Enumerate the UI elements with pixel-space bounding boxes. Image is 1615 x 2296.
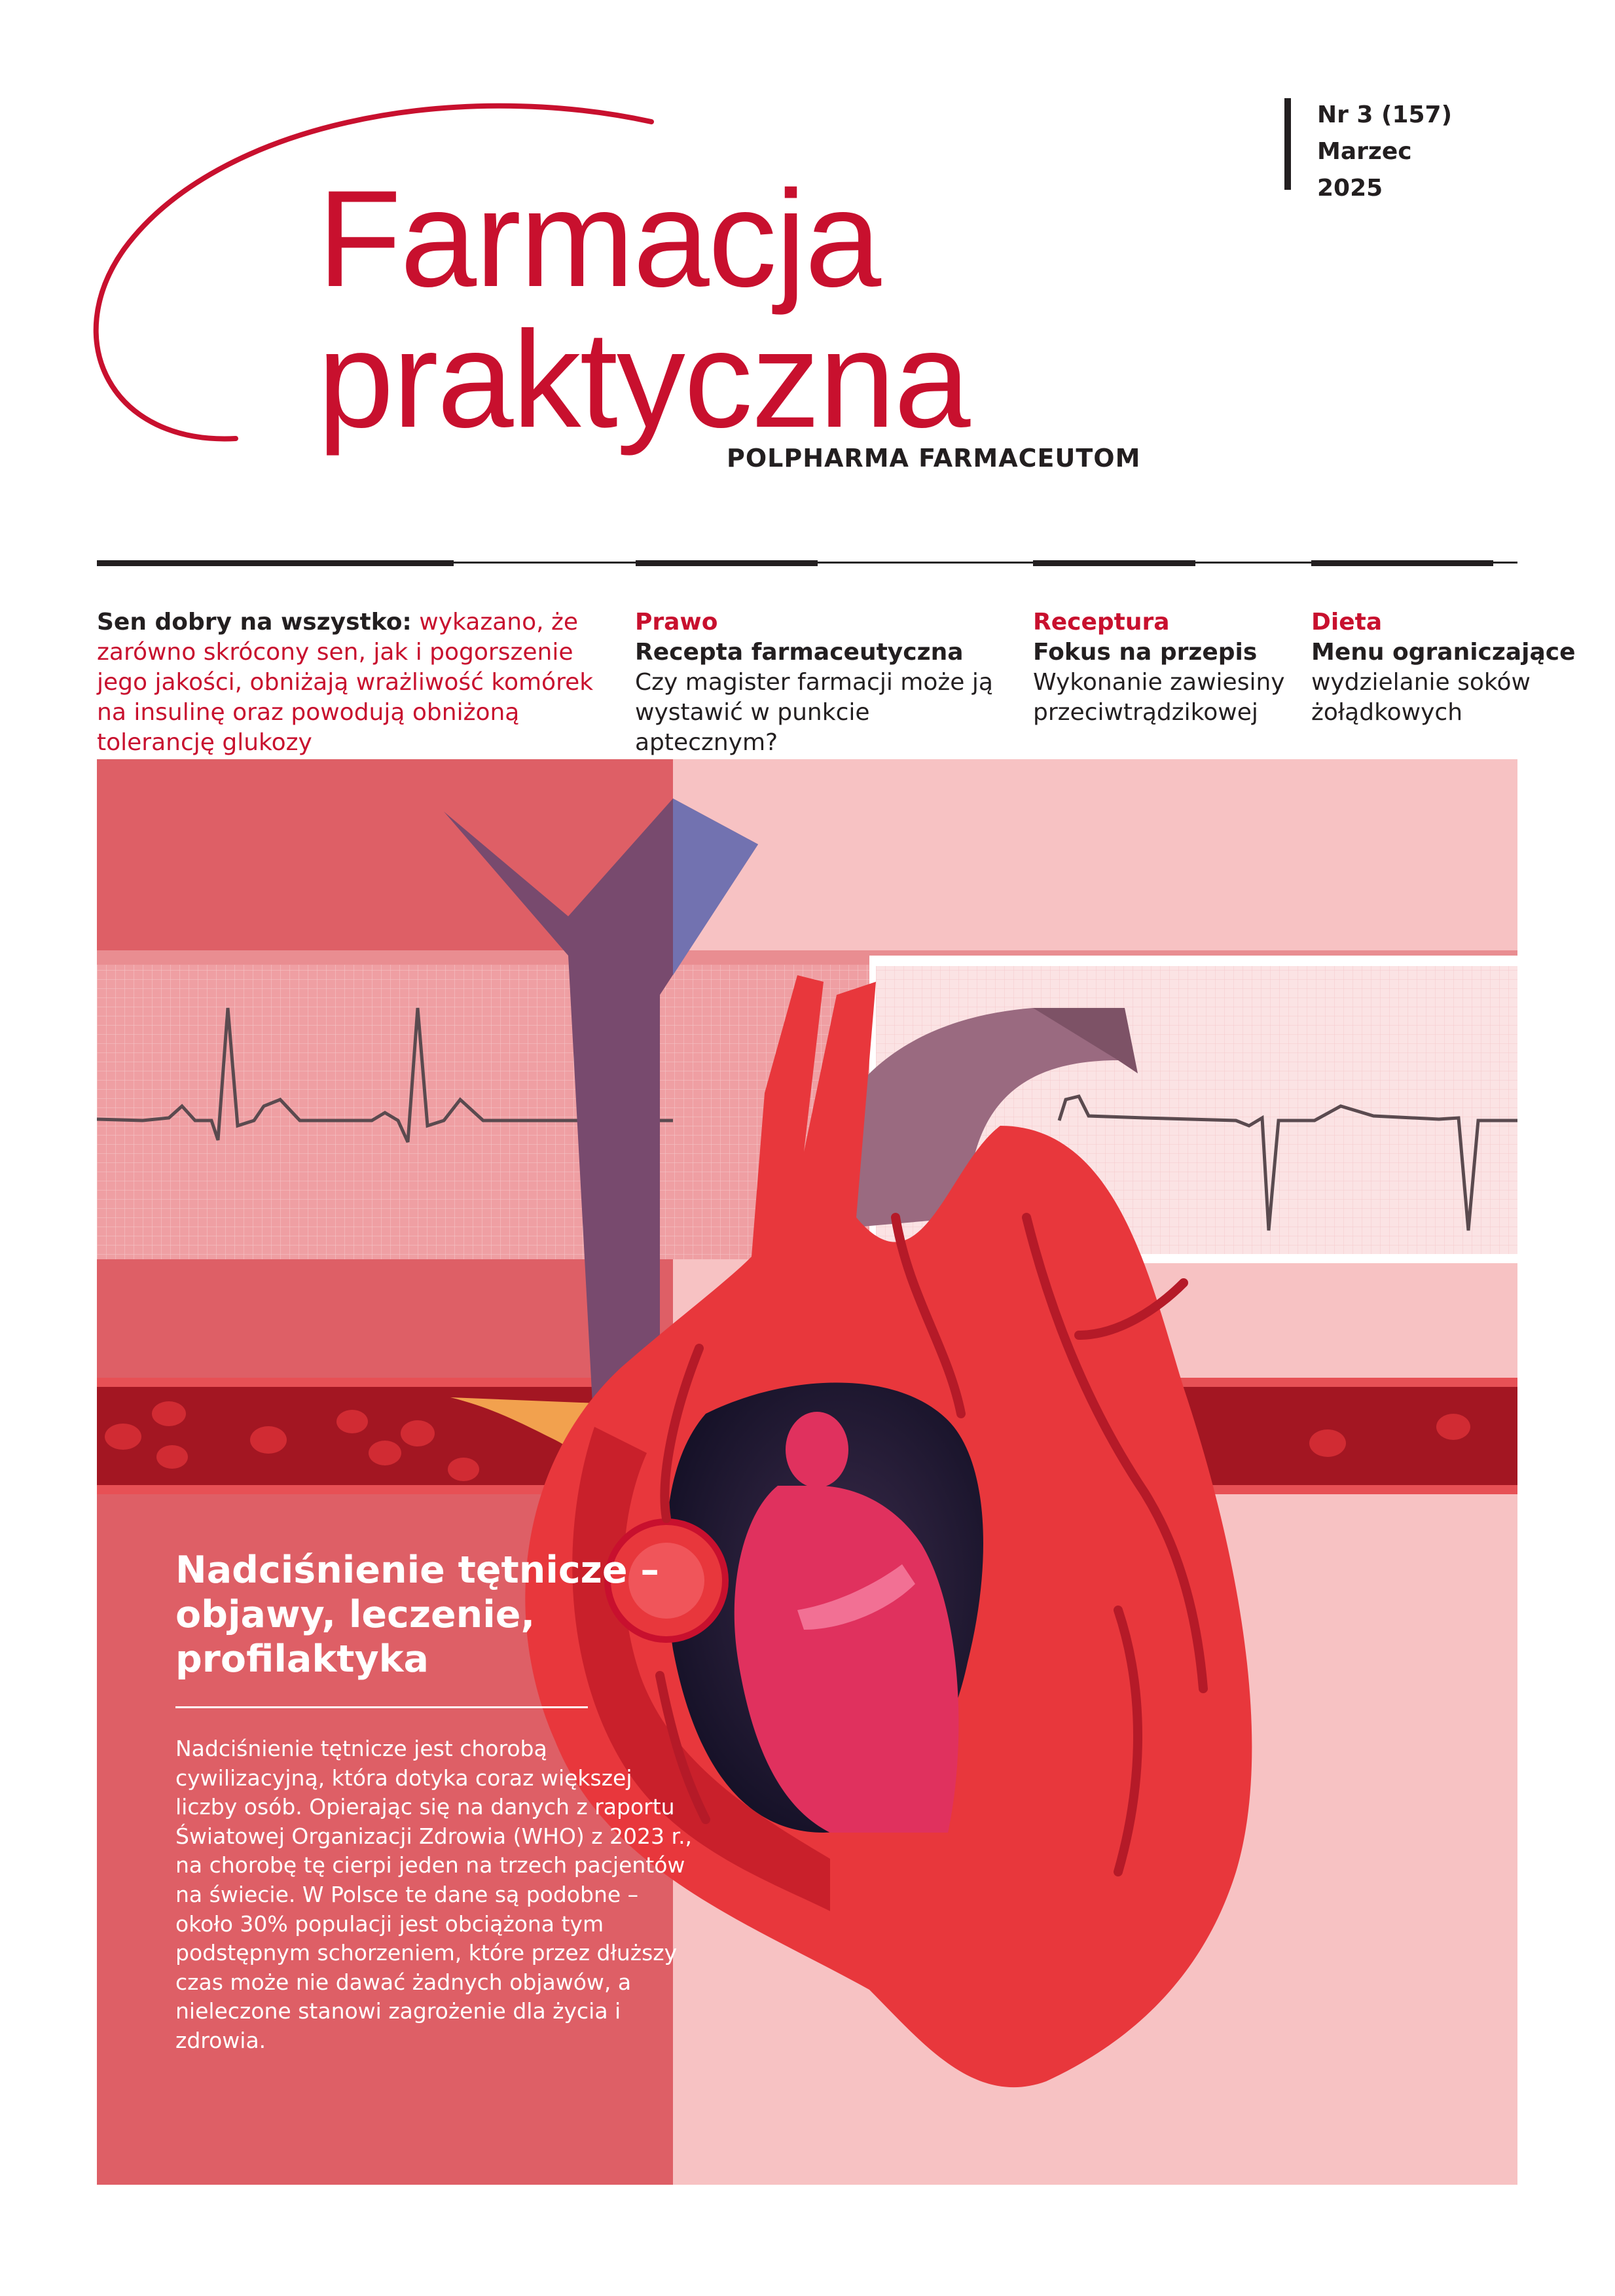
column-rule-1-thin xyxy=(454,562,636,564)
teaser-headline: Menu ograniczające xyxy=(1311,639,1576,666)
magazine-title-line-2: praktyczna xyxy=(318,302,970,456)
teaser-headline: Recepta farmaceutyczna xyxy=(635,639,964,666)
column-rule-4 xyxy=(1311,560,1493,566)
teaser-lead: Sen dobry na wszystko: xyxy=(97,609,412,636)
column-rule-2 xyxy=(636,560,818,566)
feature-divider xyxy=(175,1706,588,1708)
teaser-category: Prawo xyxy=(635,609,718,636)
teaser-compounding[interactable] xyxy=(1033,607,1308,728)
teaser-subtitle: Czy magister farmacji może ją wystawić w punkcie aptecznym? xyxy=(635,669,993,756)
issue-accent-bar xyxy=(1284,98,1291,190)
column-rule-2-thin xyxy=(818,562,1033,564)
feature-article[interactable] xyxy=(175,1548,693,2056)
issue-year: 2025 xyxy=(1317,175,1383,202)
column-rule-3 xyxy=(1033,560,1195,566)
teaser-subtitle: wydzielanie soków żołądkowych xyxy=(1311,669,1531,726)
cover-feature xyxy=(97,759,1517,2185)
feature-body: Nadciśnienie tętnicze jest chorobą cywilizacyjną, która dotyka coraz większej liczby osób. Opierając się na danych z raportu Światowej Organizacji Zdrowia (WHO) z 2023 r., na chorobę tę cierpi jeden na trzech pacjentów na świecie. W Polsce te dane są podobne – około 30% populacji jest obciążona tym podstępnym schorzeniem, które przez dłuższy czas może nie dawać żadnych objawów, a nieleczone stanowi zagrożenie dla życia i zdrowia. xyxy=(175,1736,693,2053)
teaser-headline: Fokus na przepis xyxy=(1033,639,1258,666)
column-rule-3-thin xyxy=(1195,562,1311,564)
issue-number: Nr 3 (157) xyxy=(1317,101,1453,128)
teaser-sleep[interactable] xyxy=(97,607,621,758)
teaser-text: wykazano, że zarówno skrócony sen, jak i pogorszenie jego jakości, obniżają wrażliwość komórek na insulinę oraz powodują obniżoną tolerancję glukozy xyxy=(97,609,594,756)
teaser-subtitle: Wykonanie zawiesiny przeciwtrądzikowej xyxy=(1033,669,1285,726)
issue-month: Marzec xyxy=(1317,138,1412,165)
feature-title: Nadciśnienie tętnicze – objawy, leczenie, profilaktyka xyxy=(175,1549,659,1681)
teaser-category: Receptura xyxy=(1033,609,1170,636)
column-rule-1 xyxy=(97,560,454,566)
teaser-category: Dieta xyxy=(1311,609,1383,636)
column-rule-4-thin xyxy=(1493,562,1517,564)
teaser-diet[interactable] xyxy=(1311,607,1612,728)
publisher-name: POLPHARMA FARMACEUTOM xyxy=(727,444,1141,473)
issue-info xyxy=(1317,97,1452,207)
teaser-law[interactable] xyxy=(635,607,1002,758)
magazine-title-line-1: Farmacja xyxy=(318,162,880,315)
